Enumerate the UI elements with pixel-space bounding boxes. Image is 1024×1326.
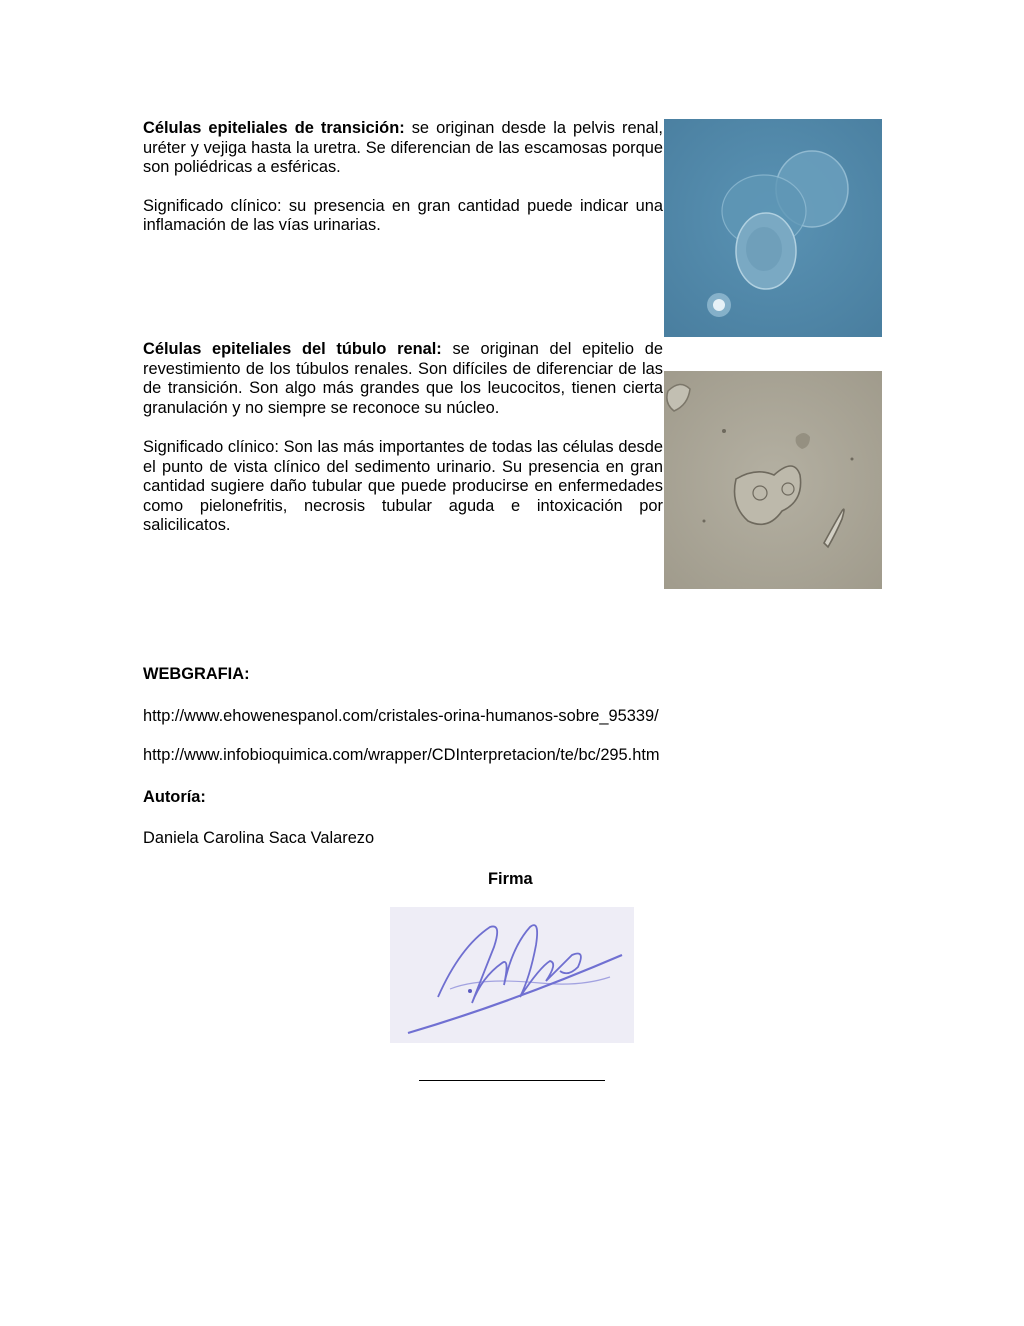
renal-tubule-clinical: Significado clínico: Son las más importantes de todas las células desde el punto de vista clínico del sedimento urinario. Su presencia en gran cantidad sugiere daño tubular que puede producirse en enfermedades como pielonefritis, necrosis tubular aguda e intoxicación por salicilicatos.	[143, 438, 663, 534]
author-name: Daniela Carolina Saca Valarezo	[143, 829, 375, 847]
autoria-heading: Autoría:	[143, 788, 206, 806]
signature-line	[419, 1080, 605, 1081]
transition-cells-text: se originan desde la pelvis renal, uréter y vejiga hasta la uretra. Se diferencian de las escamosas porque son poliédricas a esféricas.	[143, 119, 663, 176]
transition-cells-paragraph	[143, 119, 663, 178]
webgrafia-link-2[interactable]: http://www.infobioquimica.com/wrapper/CDInterpretacion/te/bc/295.htm	[143, 746, 660, 764]
renal-tubule-paragraph	[143, 340, 663, 418]
signature-image	[390, 907, 634, 1043]
firma-label: Firma	[488, 870, 533, 888]
section-transition-cells	[143, 119, 663, 236]
transition-cells-clinical: Significado clínico: su presencia en gran cantidad puede indicar una inflamación de las vías urinarias.	[143, 196, 663, 234]
webgrafia-heading: WEBGRAFIA:	[143, 665, 250, 683]
section-renal-tubule-cells	[143, 340, 663, 536]
renal-tubule-micrograph	[664, 371, 882, 589]
renal-tubule-text: se originan del epitelio de revestimiento de los túbulos renales. Son difíciles de diferenciar de las de transición. Son algo más grandes que los leucocitos, tienen cierta granulación y no siempre se reconoce su núcleo.	[143, 340, 663, 417]
renal-tubule-lead: Células epiteliales del túbulo renal:	[143, 340, 442, 358]
webgrafia-link-1[interactable]: http://www.ehowenespanol.com/cristales-orina-humanos-sobre_95339/	[143, 707, 659, 725]
transition-cells-micrograph	[664, 119, 882, 337]
transition-cells-lead: Células epiteliales de transición:	[143, 119, 405, 137]
